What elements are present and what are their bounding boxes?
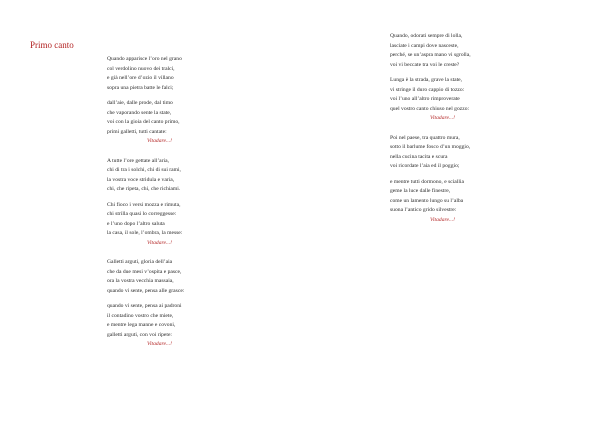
verse-line: col verdolino nuovo dei tralci, — [107, 65, 175, 72]
stanza — [107, 302, 237, 350]
verse-line: la vostra voce stridula e varia, — [107, 176, 175, 183]
poem-column-left — [107, 55, 237, 360]
verse-line: il contadino vostro che miete, — [107, 312, 174, 319]
verse-line: quando vi sente, pensa alle grasce: — [107, 287, 185, 294]
verse-line: voi con la gioia del canto primo, — [107, 119, 180, 125]
verse-line: e l’uno dopo l’altro saluta — [107, 220, 165, 227]
verse-line: voi l’uno all’altro rimproverate — [390, 96, 460, 102]
refrain: Vitadare...! — [147, 239, 173, 246]
verse-line: voi ricordate l’aia ed il poggio; — [390, 163, 460, 169]
verse-line: vi stringe il duro cappio di tozzo: — [390, 86, 465, 93]
verse-line: chi di tra i solchi, chi di sui rami, — [107, 167, 181, 173]
verse-line: che da due mesi v’ospita e pasce, — [107, 268, 182, 275]
verse-line: lasciate i campi dove nasceste, — [390, 42, 459, 49]
verse-line: primi galletti, tutti cantate: — [107, 128, 167, 135]
stanza — [107, 157, 237, 195]
verse-line: Chi fioco i versi mozza e rimuta, — [107, 201, 181, 208]
stanza — [390, 178, 530, 226]
verse-line: Poi nel paese, tra quattro mura, — [390, 134, 460, 141]
verse-line: Quando, odorati sempre di lolla, — [390, 33, 463, 39]
verse-line: la casa, il sole, l’ombra, la messe: — [107, 230, 183, 236]
verse-line: Galletti arguti, gloria dell’aia — [107, 259, 173, 265]
verse-line: galletti arguti, con voi ripete: — [107, 331, 172, 338]
verse-line: sopra una pietra batte le falci; — [107, 84, 174, 91]
verse-line: perché, se un’aspra mano vi sgrolla, — [390, 52, 471, 58]
stanza — [390, 134, 530, 172]
verse-line: che vaporando sente la state, — [107, 109, 172, 116]
refrain: Vitadare...! — [430, 115, 456, 121]
stanza — [390, 32, 530, 70]
verse-line: Lunga è la strada, grave la state, — [390, 77, 463, 83]
verse-line: A tutte l’ore gettate all’aria, — [107, 157, 169, 164]
refrain: Vitadare...! — [147, 138, 173, 144]
verse-line: sotto il barlume fosco d’un moggio, — [390, 144, 471, 150]
verse-line: quando vi sente, pensa ai padroni — [107, 303, 182, 309]
verse-line: chi strilla quasi lo correggesse: — [107, 211, 177, 217]
verse-line: quel vostro canto chiuso nel gozzo: — [390, 105, 470, 112]
verse-line: dall’aie, dalle prode, dal timo — [107, 100, 173, 106]
verse-line: e già nell’ore d’ozio il villano — [107, 75, 174, 81]
verse-line: nella cucina tacita e scura — [390, 153, 448, 160]
verse-line: come un lamento lungo su l’alba — [390, 197, 464, 204]
verse-line: geme la luce dalle finestre, — [390, 188, 451, 194]
verse-line: ora la vostra vecchia massaia, — [107, 278, 174, 284]
verse-line: e mentre lega manne e covoni, — [107, 322, 176, 328]
verse-line: chi, che ripeta, chi, che richiami. — [107, 186, 181, 192]
verse-line: Quando apparisce l’oro nel grano — [107, 56, 182, 62]
verse-line: e mentre tutti dormono, e sciallia — [390, 178, 464, 185]
stanza — [107, 258, 237, 296]
refrain: Vitadare...! — [147, 341, 173, 347]
page-title: Primo canto — [30, 40, 74, 50]
stanza — [107, 99, 237, 147]
verse-line: suona l’antico grido silvestre: — [390, 207, 457, 213]
stanza — [107, 55, 237, 93]
stanza — [107, 201, 237, 249]
poem-column-right — [390, 32, 530, 235]
stanza — [390, 76, 530, 124]
verse-line: voi vi beccate tra voi le creste? — [390, 61, 460, 68]
refrain: Vitadare...! — [430, 216, 456, 223]
